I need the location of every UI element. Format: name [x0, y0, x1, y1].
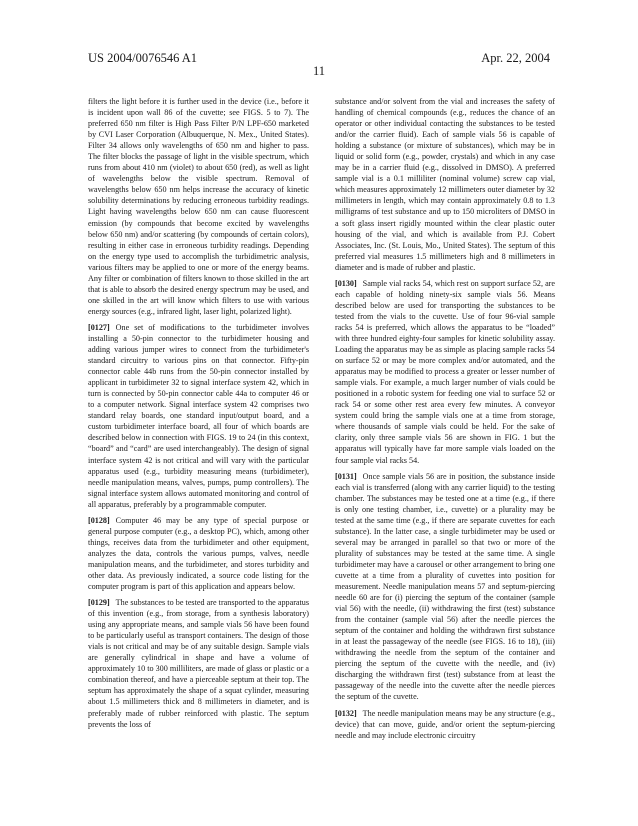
- paragraph: [88, 96, 309, 317]
- left-column: [88, 96, 309, 735]
- paragraph-text: Once sample vials 56 are in position, the substance inside each vial is transferred (along with any carrier liquid) to the testing chamber. The substances may be tested one at a time (e.g., if there is only one testing chamber, i.e., cuvette) or a plurality may be tested at the same time (e.g., if there are separate cuvettes for each substance). In the latter case, a single turbidimeter may be used or several may be arranged in parallel so that two or more of the plurality of substances may be tested at the same time. A single turbidimeter may have a carousel or other arrangement to bring one cuvette at a time from a plurality of cuvettes into position for measurement. Needle manipulation means 57 and septum-piercing needle 60 are for (i) piercing the septum of the container (sample vial 56) with the needle, (ii) withdrawing the first (test) substance from the container (sample vial 56) after the needle pierces the septum of the container and holding the withdrawn first substance in at least the passageway of the needle (see FIGS. 16 to 18), (iii) withdrawing the needle from the septum of the container and piercing the septum of the cuvette with the needle, and (iv) discharging the withdrawn first (test) substance from at least the passageway of the needle into the cuvette after the needle pierces the septum of the cuvette.: [335, 471, 555, 702]
- paragraph-number: [0127]: [88, 322, 110, 332]
- paragraph-text: The substances to be tested are transported to the apparatus of this invention (e.g., from storage, from a synthesis laboratory) using any appropriate means, and sample vials 56 have been found to be particularly useful as transport containers. The design of those vials is not critical and may be of any suitable design. Sample vials are generally cylindrical in shape and have a volume of approximately 10 to 300 milliliters, are made of glass or plastic or a combination thereof, and have a pierceable septum at their top. The septum has approximately the shape of a squat cylinder, measuring about 1.5 millimeters thick and 8 millimeters in diameter, and is preferably made of rubber reinforced with plastic. The septum prevents the loss of: [88, 598, 309, 729]
- paragraph: [88, 597, 309, 730]
- paragraph-number: [0132]: [335, 708, 357, 718]
- paragraph-text: The needle manipulation means may be any structure (e.g., device) that can move, guide, and/or orient the septum-piercing needle and may include electronic circuitry: [335, 708, 555, 740]
- right-column: [335, 96, 555, 746]
- paragraph-text: One set of modifications to the turbidimeter involves installing a 50-pin connector to the turbidimeter housing and adding various jumper wires to connect from the turbidimeter's standard circuitry to various pins on that connector. Fifty-pin connector cable 44b runs from the 50-pin connector installed by applicant in turbidimeter 32 to signal interface system 42, which in turn is connected by 50-pin connector cable 44a to computer 46 or to a computer network. Signal interface system 42 comprises two standard relay boards, one standard input/output board, and a custom turbidimeter interface board, all four of which boards are described below in connection with FIGS. 19 to 24 (in this context, “board” and “card” are used interchangeably). The design of signal interface system 42 is not critical and will vary with the particular apparatus used (e.g., turbidity measuring means (turbidimeter), needle manipulation means, valves, pumps, pump controllers). The signal interface system allows automated monitoring and control of all apparatus, preferably by a programmable computer.: [88, 322, 309, 509]
- publication-date: Apr. 22, 2004: [481, 51, 550, 65]
- paragraph: [335, 708, 555, 741]
- paragraph-text: Computer 46 may be any type of special purpose or general purpose computer (e.g., a desktop PC), which, among other things, receives data from the turbidimeter and other equipment, analyzes the data, controls the various pumps, valves, needle manipulation means, and the turbidimeter, and stores turbidity and other data. As previously indicated, a source code listing for the computer program is part of this application and appears below.: [88, 515, 309, 592]
- paragraph: [335, 278, 555, 466]
- paragraph: [335, 96, 555, 273]
- paragraph-number: [0128]: [88, 515, 110, 525]
- paragraph: [88, 322, 309, 510]
- paragraph-number: [0129]: [88, 598, 110, 608]
- paragraph-number: [0130]: [335, 278, 357, 288]
- paragraph: [88, 515, 309, 592]
- paragraph: [335, 471, 555, 703]
- paragraph-text: filters the light before it is further used in the device (i.e., before it is incident upon wall 86 of the cuvette; see FIGS. 5 to 7). The preferred 650 nm filter is High Pass Filter P/N LPF-650 marketed by CVI Laser Corporation (Albuquerque, N. Mex., United States). Filter 34 allows only wavelengths of 650 nm and higher to pass. The filter blocks the passage of light in the visible spectrum, which runs from about 410 nm (violet) to about 650 (red), as well as light of wavelengths below the visible spectrum. Removal of wavelengths below 650 nm helps increase the accuracy of kinetic solubility determinations by reducing erroneous turbidity readings. Light having wavelengths below 650 nm can cause fluorescent emission (by compounds that become excited by wavelengths below 650 nm) and/or scattering (by compounds of certain colors), resulting in either case in erroneous turbidity readings. Depending on the energy type used to accomplish the turbidimetric analysis, various filters may be applied to one or more of the energy beams. Any filter or combination of filters known to those skilled in the art that is able to absorb the desired energy spectrum may be used, and one skilled in the art will know which filters to use with various energy sources (e.g., infrared light, laser light, polarized light).: [88, 97, 309, 316]
- page-number: 11: [312, 64, 326, 78]
- publication-number: US 2004/0076546 A1: [88, 51, 198, 65]
- paragraph-text: Sample vial racks 54, which rest on support surface 52, are each capable of holding ninety-six sample vials 56. Means described below are used for transporting the substances to be tested from the vials to the cuvette. Use of four 96-vial sample racks 54 is preferred, which allows the apparatus to be “loaded” with three hundred eighty-four samples for kinetic solubility assay. Loading the apparatus may be as simple as placing sample racks 54 on surface 52 or may be more complex and/or automated, and the apparatus may be modified to process a greater or lesser number of sample vials. For example, a much larger number of vials could be positioned in a robotic system for feeding one vial to surface 52 or rack 54 or some other rest area every few minutes. A conveyor system could bring the sample vials one at a time from storage, where thousands of sample vials could be held. For the sake of clarity, only three sample vials 56 are shown in FIG. 1 but the apparatus will typically have far more sample vials loaded on the four sample vial racks 54.: [335, 278, 555, 465]
- paragraph-text: substance and/or solvent from the vial and increases the safety of handling of chemical compounds (e.g., reduces the chance of an operator or other individual contacting the substances to be tested and/or the carrier fluid). Each of sample vials 56 is capable of holding a substance (or mixture of substances), which may be in liquid or solid form (e.g., powder, crystals) and which in any case may be in a carrier fluid (e.g., dissolved in DMSO). A preferred sample vial is a 0.1 milliliter (nominal volume) screw cap vial, which measures approximately 12 millimeters outer diameter by 32 millimeters in length, which may contain approximately 0.8 to 1.3 milligrams of test substance and up to 150 microliters of DMSO in a soft glass insert rigidly mounted within the clear plastic outer housing of the vial, and which is available from P.J. Cobert Associates, Inc. (St. Louis, Mo., United States). The septum of this preferred vial measures 1.5 millimeters high and 8 millimeters in diameter and is made of rubber and plastic.: [335, 97, 555, 272]
- paragraph-number: [0131]: [335, 471, 357, 481]
